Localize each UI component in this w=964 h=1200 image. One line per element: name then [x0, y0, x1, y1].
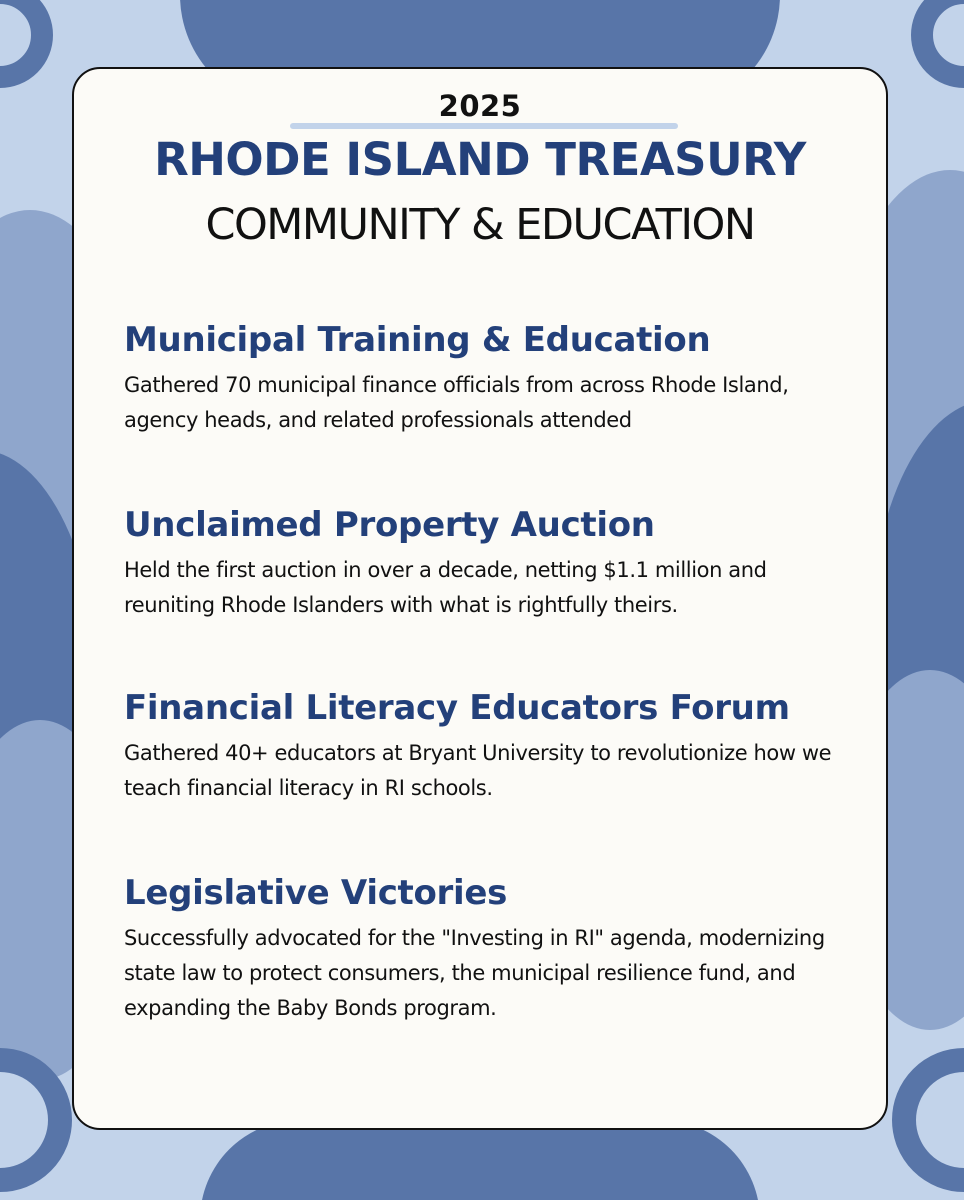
header-divider	[290, 123, 678, 129]
content-card	[72, 67, 888, 1130]
section-heading: Legislative Victories	[124, 873, 508, 913]
section-body: Held the first auction in over a decade, netting $1.1 million and reuniting Rhode Islanders with what is rightfully theirs.	[124, 558, 767, 617]
year-label: 2025	[438, 89, 522, 123]
section-heading: Municipal Training & Education	[124, 320, 711, 360]
section-unclaimed-property	[124, 505, 844, 623]
section-body: Gathered 70 municipal finance officials from across Rhode Island, agency heads, and related professionals attended	[124, 373, 789, 432]
section-legislative-victories	[124, 873, 844, 1026]
section-body: Gathered 40+ educators at Bryant University to revolutionize how we teach financial literacy in RI schools.	[124, 741, 832, 800]
section-body: Successfully advocated for the "Investing in RI" agenda, modernizing state law to protect consumers, the municipal resilience fund, and expanding the Baby Bonds program.	[124, 926, 825, 1020]
section-heading: Unclaimed Property Auction	[124, 505, 655, 545]
page-title: RHODE ISLAND TREASURY	[154, 133, 806, 186]
section-heading: Financial Literacy Educators Forum	[124, 688, 790, 728]
section-municipal-training	[124, 320, 844, 438]
section-financial-literacy	[124, 688, 844, 806]
page-subtitle: COMMUNITY & EDUCATION	[205, 200, 755, 250]
